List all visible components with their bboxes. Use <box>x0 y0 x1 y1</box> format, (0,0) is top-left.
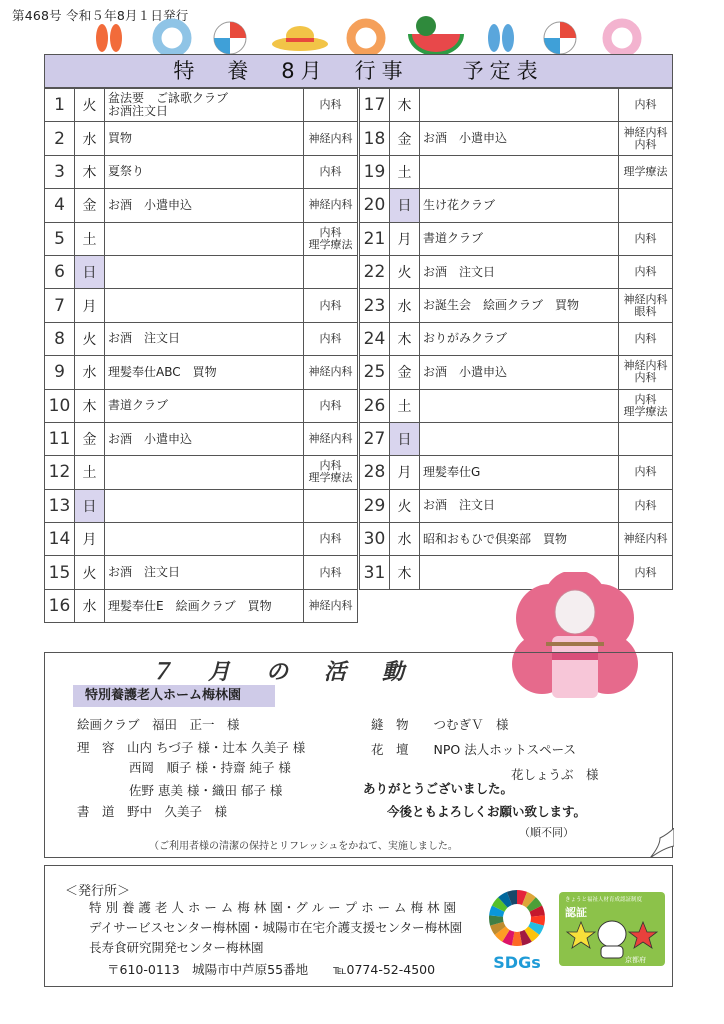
day-of-week: 木 <box>75 155 105 188</box>
department-cell: 内科 <box>304 556 358 589</box>
day-of-week: 水 <box>75 356 105 389</box>
day-of-week: 木 <box>390 322 420 355</box>
page-curl-decoration <box>650 828 674 858</box>
volunteer-line: 書 道 野中 久美子 様 <box>77 804 228 819</box>
activities-title: ７月の活動 <box>149 660 440 685</box>
day-number: 5 <box>45 222 75 255</box>
event-cell <box>105 523 304 556</box>
sdgs-logo <box>487 888 547 974</box>
publisher-line: 長寿食研究開発センター梅林園 <box>89 940 264 955</box>
department-cell: 内科 <box>619 322 673 355</box>
day-of-week: 土 <box>75 222 105 255</box>
event-cell <box>420 389 619 422</box>
department-cell: 神経内科 内科 <box>619 122 673 155</box>
day-of-week: 金 <box>390 356 420 389</box>
day-number: 9 <box>45 356 75 389</box>
event-cell: お誕生会 絵画クラブ 買物 <box>420 289 619 322</box>
event-cell: 昭和おもひで倶楽部 買物 <box>420 523 619 556</box>
department-cell: 理学療法 <box>619 155 673 188</box>
volunteer-line: 花 壇 NPO 法人ホットスペース <box>371 742 576 757</box>
department-cell: 神経内科 <box>304 189 358 222</box>
day-of-week: 日 <box>75 255 105 288</box>
cert-label: 認証 <box>565 906 587 919</box>
day-of-week: 日 <box>390 189 420 222</box>
day-of-week: 水 <box>75 122 105 155</box>
summer-decoration-icons <box>90 14 650 58</box>
cert-prefecture: 京都府 <box>625 956 646 964</box>
day-number: 18 <box>360 122 390 155</box>
calendar-row <box>360 222 673 255</box>
calendar-row <box>45 89 358 122</box>
activity-note: （ご利用者様の清潔の保持とリフレッシュをかねて、実施しました。 <box>149 841 458 852</box>
event-cell <box>420 422 619 455</box>
event-cell: 理髪奉仕E 絵画クラブ 買物 <box>105 589 304 622</box>
day-number: 27 <box>360 422 390 455</box>
calendar-row <box>45 155 358 188</box>
day-of-week: 火 <box>75 556 105 589</box>
day-number: 23 <box>360 289 390 322</box>
day-number: 31 <box>360 556 390 589</box>
calendar-row <box>45 189 358 222</box>
event-cell: お酒 注文日 <box>420 255 619 288</box>
watermelon-icon <box>408 16 464 56</box>
publisher-line: 特 別 養 護 老 人 ホ ー ム 梅 林 園・グ ル ー プ ホ ー ム 梅 林 園 <box>89 900 456 915</box>
event-cell: お酒 小遣申込 <box>105 422 304 455</box>
day-of-week: 木 <box>390 89 420 122</box>
calendar-row <box>360 456 673 489</box>
department-cell: 内科 <box>304 289 358 322</box>
calendar-row <box>360 89 673 122</box>
day-number: 12 <box>45 456 75 489</box>
day-of-week: 金 <box>75 422 105 455</box>
publisher-line: デイサービスセンター梅林園・城陽市在宅介護支援センター梅林園 <box>89 920 463 935</box>
day-number: 11 <box>45 422 75 455</box>
day-number: 29 <box>360 489 390 522</box>
day-of-week: 火 <box>75 322 105 355</box>
day-of-week: 土 <box>390 155 420 188</box>
beach-ball-icon <box>214 22 246 54</box>
day-of-week: 水 <box>75 589 105 622</box>
event-cell: 書道クラブ <box>420 222 619 255</box>
event-cell <box>105 222 304 255</box>
flip-flop-icon <box>488 24 514 52</box>
event-cell <box>105 255 304 288</box>
department-cell: 内科 <box>304 389 358 422</box>
day-number: 24 <box>360 322 390 355</box>
day-number: 22 <box>360 255 390 288</box>
calendar-row <box>360 422 673 455</box>
department-cell: 内科 理学療法 <box>619 389 673 422</box>
day-number: 7 <box>45 289 75 322</box>
sdgs-label: SDGs <box>493 953 541 972</box>
flip-flop-icon <box>96 24 122 52</box>
day-of-week: 土 <box>390 389 420 422</box>
department-cell: 神経内科 内科 <box>619 356 673 389</box>
day-of-week: 水 <box>390 523 420 556</box>
department-cell: 内科 <box>304 89 358 122</box>
event-cell <box>420 155 619 188</box>
event-cell: 理髪奉仕ABC 買物 <box>105 356 304 389</box>
department-cell <box>304 489 358 522</box>
day-number: 15 <box>45 556 75 589</box>
event-cell <box>420 89 619 122</box>
day-of-week: 木 <box>75 389 105 422</box>
department-cell: 内科 <box>619 255 673 288</box>
event-cell <box>105 489 304 522</box>
calendar-row <box>45 322 358 355</box>
event-cell: おりがみクラブ <box>420 322 619 355</box>
calendar-row <box>45 222 358 255</box>
department-cell: 内科 理学療法 <box>304 456 358 489</box>
day-of-week: 水 <box>390 289 420 322</box>
day-number: 28 <box>360 456 390 489</box>
publisher-box <box>44 865 673 987</box>
department-cell: 内科 <box>619 489 673 522</box>
calendar-row <box>45 589 358 622</box>
department-cell: 神経内科 眼科 <box>619 289 673 322</box>
event-cell: お酒 小遣申込 <box>105 189 304 222</box>
event-cell: 盆法要 ご詠歌クラブ お酒注文日 <box>105 89 304 122</box>
department-cell <box>304 255 358 288</box>
calendar-row <box>360 389 673 422</box>
department-cell: 内科 <box>619 222 673 255</box>
department-cell: 内科 <box>619 456 673 489</box>
day-of-week: 金 <box>75 189 105 222</box>
day-number: 25 <box>360 356 390 389</box>
event-cell: 理髪奉仕G <box>420 456 619 489</box>
department-cell: 神経内科 <box>304 122 358 155</box>
day-of-week: 金 <box>390 122 420 155</box>
publisher-heading: ＜発行所＞ <box>65 884 131 899</box>
day-number: 16 <box>45 589 75 622</box>
department-cell: 内科 <box>619 89 673 122</box>
department-cell: 内科 <box>304 523 358 556</box>
event-cell: お酒 注文日 <box>420 489 619 522</box>
calendar-row <box>360 189 673 222</box>
volunteer-line: 縫 物 つむぎＶ 様 <box>371 717 509 732</box>
calendar-right <box>359 88 673 590</box>
calendar-row <box>360 289 673 322</box>
department-cell: 内科 <box>304 322 358 355</box>
regards-text: 今後ともよろしくお願い致します。 <box>387 804 587 819</box>
day-of-week: 月 <box>75 289 105 322</box>
day-number: 30 <box>360 523 390 556</box>
department-cell: 神経内科 <box>304 422 358 455</box>
day-number: 8 <box>45 322 75 355</box>
day-number: 20 <box>360 189 390 222</box>
straw-hat-icon <box>272 26 328 51</box>
day-of-week: 月 <box>390 456 420 489</box>
calendar-row <box>360 322 673 355</box>
calendar-row <box>360 255 673 288</box>
calendar-row <box>360 356 673 389</box>
day-of-week: 日 <box>75 489 105 522</box>
thanks-text: ありがとうございました。 <box>363 781 514 796</box>
department-cell: 内科 <box>619 556 673 589</box>
department-cell: 神経内科 <box>304 589 358 622</box>
calendar-row <box>45 523 358 556</box>
day-number: 26 <box>360 389 390 422</box>
day-of-week: 火 <box>75 89 105 122</box>
swim-ring-icon <box>607 23 637 53</box>
calendar-row <box>360 523 673 556</box>
event-cell: お酒 小遣申込 <box>420 122 619 155</box>
day-number: 2 <box>45 122 75 155</box>
day-of-week: 月 <box>75 523 105 556</box>
department-cell <box>619 189 673 222</box>
order-note: （順不同） <box>519 826 574 839</box>
schedule-title: 特 養 8月 行事 予定表 <box>44 54 673 88</box>
day-number: 6 <box>45 255 75 288</box>
swim-ring-icon <box>351 23 381 53</box>
event-cell: お酒 注文日 <box>105 322 304 355</box>
calendar-row <box>45 255 358 288</box>
day-number: 14 <box>45 523 75 556</box>
calendar-row <box>45 489 358 522</box>
kyoto-certification-badge <box>559 892 665 966</box>
publisher-address: 〒610-0113 城陽市中芦原55番地 ℡0774-52-4500 <box>107 962 436 977</box>
issue-number: 第468号 令和５年8月１日発行 <box>12 8 189 23</box>
day-of-week: 火 <box>390 489 420 522</box>
calendar-row <box>45 456 358 489</box>
day-number: 21 <box>360 222 390 255</box>
calendar-row <box>360 489 673 522</box>
calendar-row <box>360 155 673 188</box>
volunteer-line: 理 容 山内 ちづ子 様・辻本 久美子 様 <box>77 740 306 755</box>
department-cell: 内科 理学療法 <box>304 222 358 255</box>
calendar-row <box>45 422 358 455</box>
volunteer-line: 佐野 恵美 様・織田 郁子 様 <box>129 783 283 798</box>
department-cell: 神経内科 <box>619 523 673 556</box>
day-of-week: 月 <box>390 222 420 255</box>
event-cell: 買物 <box>105 122 304 155</box>
day-number: 3 <box>45 155 75 188</box>
swim-ring-icon <box>157 23 187 53</box>
event-cell: 生け花クラブ <box>420 189 619 222</box>
day-of-week: 木 <box>390 556 420 589</box>
day-number: 10 <box>45 389 75 422</box>
department-cell: 内科 <box>304 155 358 188</box>
event-cell <box>105 456 304 489</box>
calendar-row <box>45 122 358 155</box>
event-cell: 書道クラブ <box>105 389 304 422</box>
calendar-left <box>44 88 358 623</box>
beach-ball-icon <box>544 22 576 54</box>
event-cell: 夏祭り <box>105 155 304 188</box>
department-cell <box>619 422 673 455</box>
day-of-week: 日 <box>390 422 420 455</box>
day-of-week: 火 <box>390 255 420 288</box>
event-cell: お酒 注文日 <box>105 556 304 589</box>
calendar-row <box>45 356 358 389</box>
july-activities-box <box>44 652 673 858</box>
day-number: 4 <box>45 189 75 222</box>
day-number: 19 <box>360 155 390 188</box>
volunteer-line: 西岡 順子 様・持齋 純子 様 <box>129 760 291 775</box>
calendar-row <box>360 122 673 155</box>
calendar-row <box>45 389 358 422</box>
day-number: 17 <box>360 89 390 122</box>
day-number: 13 <box>45 489 75 522</box>
facility-name: 特別養護老人ホーム梅林園 <box>73 685 275 707</box>
event-cell: お酒 小遣申込 <box>420 356 619 389</box>
day-of-week: 土 <box>75 456 105 489</box>
volunteer-line: 花しょうぶ 様 <box>511 767 599 782</box>
day-number: 1 <box>45 89 75 122</box>
department-cell: 神経内科 <box>304 356 358 389</box>
calendar-row <box>45 289 358 322</box>
volunteer-line: 絵画クラブ 福田 正一 様 <box>77 717 240 732</box>
calendar-row <box>45 556 358 589</box>
cert-program: きょうと福祉人材育成認証制度 <box>565 897 643 903</box>
event-cell <box>105 289 304 322</box>
